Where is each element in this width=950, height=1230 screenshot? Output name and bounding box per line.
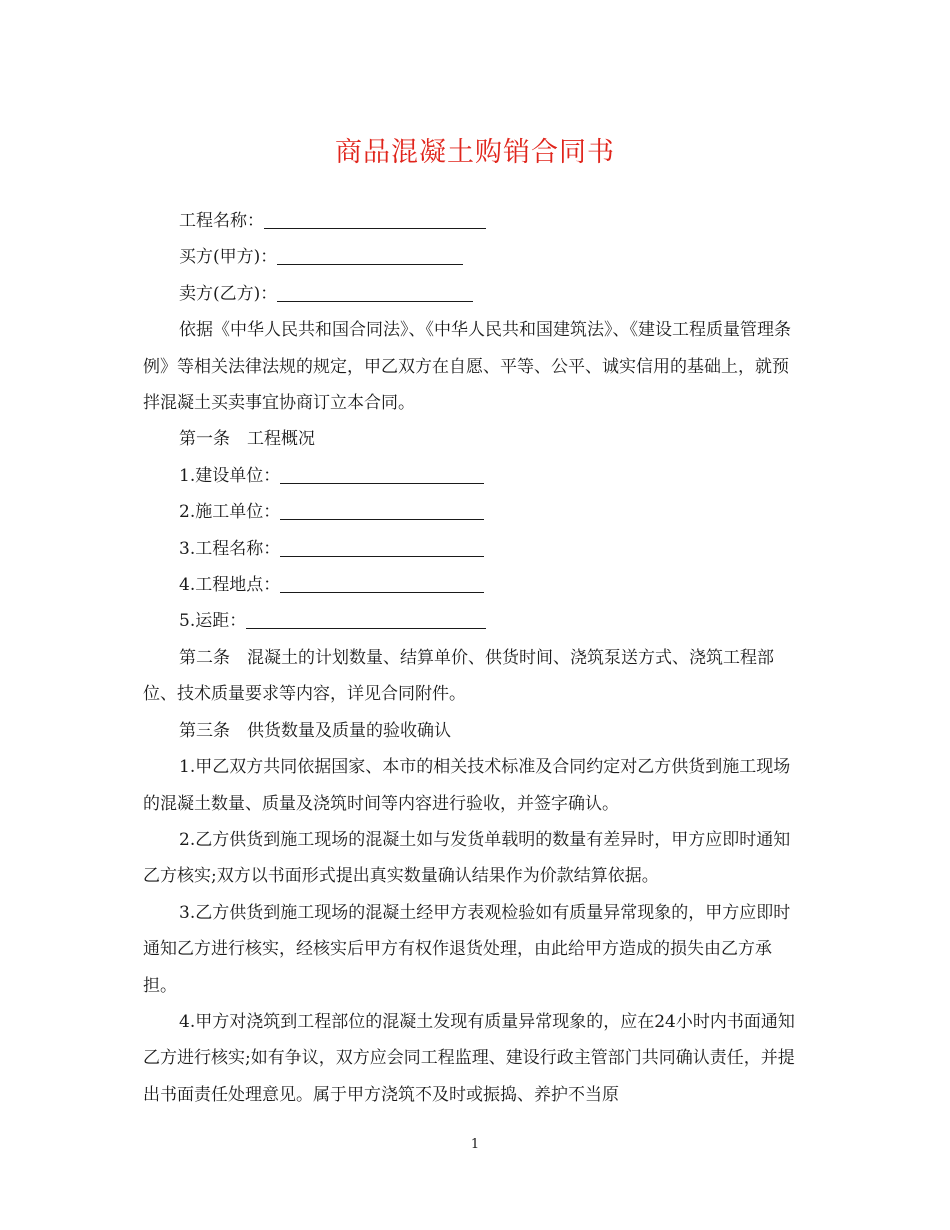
blank-line (280, 534, 484, 557)
field-label: 买方(甲方)： (179, 247, 278, 268)
document-title: 商品混凝土购销合同书 (335, 137, 615, 168)
blank-line (246, 606, 486, 629)
field-buyer (143, 239, 803, 275)
field-builder-unit (143, 494, 803, 530)
document-body (143, 203, 803, 1113)
blank-line (280, 461, 484, 484)
article-1-heading: 第一条 工程概况 (179, 429, 315, 450)
blank-line (280, 570, 484, 593)
field-project-name-2 (143, 531, 803, 567)
page-number: 1 (470, 1137, 480, 1152)
field-seller (143, 276, 803, 312)
blank-line (280, 497, 484, 520)
field-label: 工程名称： (179, 211, 264, 231)
preamble-paragraph: 依据《中华人民共和国合同法》、《中华人民共和国建筑法》、《建设工程质量管理条例》等相关法律法规的规定，甲乙双方在自愿、平等、公平、诚实信用的基础上，就预拌混凝土买卖事宜协商订立本合同。 (143, 320, 791, 414)
article-3-item-3: 3.乙方供货到施工现场的混凝土经甲方表观检验如有质量异常现象的，甲方应即时通知乙方进行核实，经核实后甲方有权作退货处理，由此给甲方造成的损失由乙方承担。 (143, 902, 791, 996)
article-3-item-2: 2.乙方供货到施工现场的混凝土如与发货单载明的数量有差异时，甲方应即时通知乙方核实;双方以书面形式提出真实数量确认结果作为价款结算依据。 (143, 829, 791, 887)
field-project-location (143, 567, 803, 603)
field-label: 1.建设单位： (179, 465, 281, 486)
field-label: 5.运距： (179, 611, 247, 632)
field-construction-unit (143, 458, 803, 494)
field-label: 2.施工单位： (179, 502, 281, 523)
article-3-heading: 第三条 供货数量及质量的验收确认 (179, 720, 451, 741)
blank-line (264, 206, 486, 229)
field-project-name (143, 203, 803, 239)
field-transport-distance (143, 603, 803, 639)
blank-line (277, 242, 463, 265)
article-3-item-1: 1.甲乙双方共同依据国家、本市的相关技术标准及合同约定对乙方供货到施工现场的混凝土数量、质量及浇筑时间等内容进行验收，并签字确认。 (143, 757, 791, 814)
field-label: 卖方(乙方)： (179, 283, 278, 304)
article-3-item-4: 4.甲方对浇筑到工程部位的混凝土发现有质量异常现象的，应在24小时内书面通知乙方进行核实;如有争议，双方应会同工程监理、建设行政主管部门共同确认责任，并提出书面责任处理意见。属于甲方浇筑不及时或振捣、养护不当原 (143, 1011, 795, 1105)
article-2-paragraph: 第二条 混凝土的计划数量、结算单价、供货时间、浇筑泵送方式、浇筑工程部位、技术质量要求等内容，详见合同附件。 (143, 647, 774, 705)
blank-line (277, 279, 473, 302)
field-label: 3.工程名称： (179, 538, 281, 559)
field-label: 4.工程地点： (179, 575, 281, 596)
